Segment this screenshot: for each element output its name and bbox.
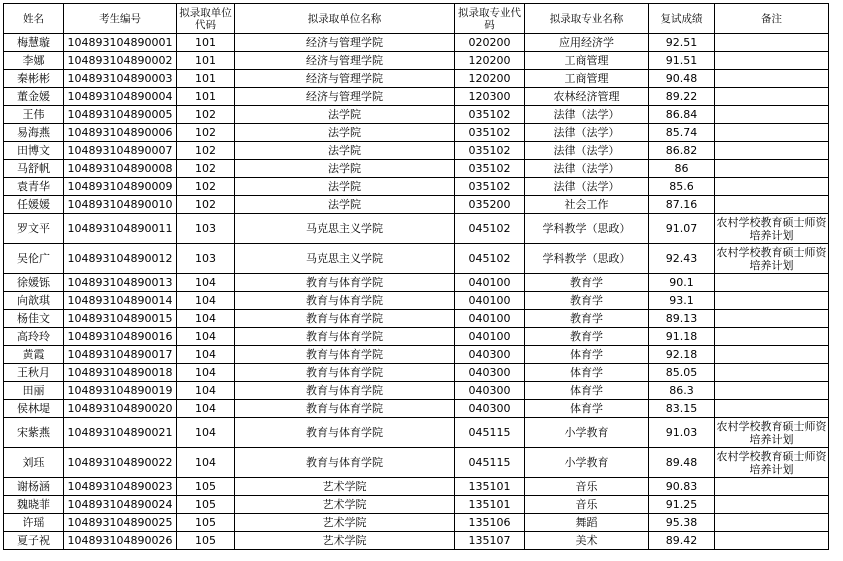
- cell-score: 89.48: [649, 448, 715, 478]
- cell-unit-name: 教育与体育学院: [235, 310, 455, 328]
- header-unit-code: 拟录取单位代码: [177, 4, 235, 34]
- cell-major-code: 040100: [455, 328, 525, 346]
- cell-unit-code: 105: [177, 532, 235, 550]
- cell-unit-code: 104: [177, 418, 235, 448]
- table-row: [4, 88, 829, 106]
- cell-name: 魏晓菲: [4, 496, 64, 514]
- cell-name: 高玲玲: [4, 328, 64, 346]
- cell-exam-id: 104893104890003: [64, 70, 177, 88]
- cell-unit-name: 法学院: [235, 142, 455, 160]
- cell-unit-code: 105: [177, 514, 235, 532]
- cell-score: 86.82: [649, 142, 715, 160]
- cell-score: 85.74: [649, 124, 715, 142]
- cell-major-code: 045102: [455, 214, 525, 244]
- cell-score: 91.25: [649, 496, 715, 514]
- cell-major-name: 音乐: [525, 478, 649, 496]
- cell-exam-id: 104893104890023: [64, 478, 177, 496]
- cell-unit-name: 教育与体育学院: [235, 448, 455, 478]
- cell-note: 农村学校教育硕士师资培养计划: [716, 215, 827, 242]
- cell-exam-id: 104893104890006: [64, 124, 177, 142]
- table-row: [4, 532, 829, 550]
- cell-name: 向歆琪: [4, 292, 64, 310]
- cell-major-code: 040100: [455, 310, 525, 328]
- cell-note: [715, 310, 829, 328]
- table-row: [4, 34, 829, 52]
- header-major-code: 拟录取专业代码: [455, 4, 525, 34]
- cell-exam-id: 104893104890008: [64, 160, 177, 178]
- table-row: [4, 196, 829, 214]
- cell-major-name: 舞蹈: [525, 514, 649, 532]
- cell-unit-code: 104: [177, 400, 235, 418]
- cell-unit-code: 105: [177, 496, 235, 514]
- cell-score: 91.18: [649, 328, 715, 346]
- cell-unit-name: 艺术学院: [235, 514, 455, 532]
- cell-exam-id: 104893104890014: [64, 292, 177, 310]
- cell-unit-code: 105: [177, 478, 235, 496]
- header-major-name: 拟录取专业名称: [525, 4, 649, 34]
- cell-major-name: 法律（法学）: [525, 124, 649, 142]
- cell-note: [715, 532, 829, 550]
- cell-unit-name: 艺术学院: [235, 532, 455, 550]
- cell-unit-name: 艺术学院: [235, 496, 455, 514]
- table-row: [4, 178, 829, 196]
- cell-unit-name: 教育与体育学院: [235, 328, 455, 346]
- cell-score: 89.22: [649, 88, 715, 106]
- cell-note: 农村学校教育硕士师资培养计划: [716, 245, 827, 272]
- cell-major-code: 045115: [455, 418, 525, 448]
- cell-score: 85.05: [649, 364, 715, 382]
- cell-exam-id: 104893104890017: [64, 346, 177, 364]
- table-row: [4, 478, 829, 496]
- cell-major-code: 035102: [455, 106, 525, 124]
- cell-score: 86: [649, 160, 715, 178]
- cell-unit-name: 教育与体育学院: [235, 418, 455, 448]
- cell-name: 易海燕: [4, 124, 64, 142]
- cell-major-name: 教育学: [525, 328, 649, 346]
- header-name: 姓名: [4, 4, 64, 34]
- cell-major-name: 法律（法学）: [525, 160, 649, 178]
- cell-unit-name: 经济与管理学院: [235, 34, 455, 52]
- cell-major-name: 学科教学（思政）: [525, 214, 649, 244]
- cell-unit-name: 教育与体育学院: [235, 292, 455, 310]
- cell-major-code: 035102: [455, 178, 525, 196]
- table-row: [4, 418, 829, 448]
- cell-exam-id: 104893104890012: [64, 244, 177, 274]
- cell-unit-name: 教育与体育学院: [235, 382, 455, 400]
- cell-score: 86.84: [649, 106, 715, 124]
- table-row: [4, 292, 829, 310]
- table-row: [4, 70, 829, 88]
- cell-unit-name: 教育与体育学院: [235, 274, 455, 292]
- cell-note: [715, 382, 829, 400]
- cell-note: [715, 196, 829, 214]
- cell-unit-code: 104: [177, 292, 235, 310]
- cell-unit-code: 104: [177, 364, 235, 382]
- cell-name: 任媛媛: [4, 196, 64, 214]
- cell-name: 刘珏: [4, 448, 64, 478]
- cell-unit-name: 法学院: [235, 160, 455, 178]
- cell-major-name: 体育学: [525, 364, 649, 382]
- cell-name: 李娜: [4, 52, 64, 70]
- cell-major-name: 教育学: [525, 310, 649, 328]
- cell-major-name: 工商管理: [525, 70, 649, 88]
- cell-name: 袁青华: [4, 178, 64, 196]
- cell-major-name: 小学教育: [525, 448, 649, 478]
- cell-name: 黄霞: [4, 346, 64, 364]
- cell-unit-name: 经济与管理学院: [235, 52, 455, 70]
- cell-name: 马舒帆: [4, 160, 64, 178]
- cell-major-code: 040300: [455, 400, 525, 418]
- cell-unit-code: 103: [177, 244, 235, 274]
- cell-exam-id: 104893104890007: [64, 142, 177, 160]
- cell-exam-id: 104893104890018: [64, 364, 177, 382]
- cell-exam-id: 104893104890021: [64, 418, 177, 448]
- cell-major-name: 应用经济学: [525, 34, 649, 52]
- cell-score: 95.38: [649, 514, 715, 532]
- cell-note: [715, 88, 829, 106]
- cell-score: 92.18: [649, 346, 715, 364]
- cell-score: 89.13: [649, 310, 715, 328]
- cell-note: 农村学校教育硕士师资培养计划: [716, 449, 827, 476]
- admission-table: [3, 3, 829, 550]
- cell-exam-id: 104893104890024: [64, 496, 177, 514]
- cell-major-name: 音乐: [525, 496, 649, 514]
- table-row: [4, 382, 829, 400]
- cell-major-code: 135101: [455, 478, 525, 496]
- cell-score: 92.43: [649, 244, 715, 274]
- cell-name: 宋紫燕: [4, 418, 64, 448]
- cell-score: 87.16: [649, 196, 715, 214]
- cell-exam-id: 104893104890019: [64, 382, 177, 400]
- cell-name: 梅慧璇: [4, 34, 64, 52]
- table-row: [4, 346, 829, 364]
- cell-note: [715, 478, 829, 496]
- cell-unit-code: 104: [177, 448, 235, 478]
- cell-unit-code: 101: [177, 88, 235, 106]
- cell-major-code: 045115: [455, 448, 525, 478]
- header-exam-id: 考生编号: [64, 4, 177, 34]
- header-note: 备注: [715, 4, 829, 34]
- cell-major-code: 035102: [455, 124, 525, 142]
- cell-major-code: 035102: [455, 142, 525, 160]
- cell-unit-code: 102: [177, 142, 235, 160]
- cell-name: 吴伦广: [4, 244, 64, 274]
- cell-unit-code: 102: [177, 196, 235, 214]
- cell-note: [715, 70, 829, 88]
- cell-note: [715, 106, 829, 124]
- cell-major-code: 040300: [455, 346, 525, 364]
- cell-exam-id: 104893104890004: [64, 88, 177, 106]
- cell-unit-name: 艺术学院: [235, 478, 455, 496]
- cell-major-name: 法律（法学）: [525, 178, 649, 196]
- cell-unit-name: 经济与管理学院: [235, 88, 455, 106]
- table-row: [4, 142, 829, 160]
- cell-major-code: 040300: [455, 364, 525, 382]
- cell-name: 许瑶: [4, 514, 64, 532]
- cell-unit-code: 104: [177, 274, 235, 292]
- header-score: 复试成绩: [649, 4, 715, 34]
- table-row: [4, 328, 829, 346]
- table-row: [4, 514, 829, 532]
- cell-unit-code: 101: [177, 52, 235, 70]
- cell-note: [715, 142, 829, 160]
- table-row: [4, 400, 829, 418]
- cell-unit-code: 102: [177, 160, 235, 178]
- table-row: [4, 496, 829, 514]
- cell-name: 夏子祝: [4, 532, 64, 550]
- cell-name: 罗文平: [4, 214, 64, 244]
- cell-unit-code: 104: [177, 346, 235, 364]
- cell-name: 侯林堤: [4, 400, 64, 418]
- cell-unit-name: 法学院: [235, 124, 455, 142]
- cell-unit-name: 法学院: [235, 106, 455, 124]
- cell-unit-name: 教育与体育学院: [235, 364, 455, 382]
- cell-exam-id: 104893104890026: [64, 532, 177, 550]
- table-row: [4, 310, 829, 328]
- cell-unit-code: 101: [177, 70, 235, 88]
- cell-major-name: 美术: [525, 532, 649, 550]
- cell-exam-id: 104893104890025: [64, 514, 177, 532]
- cell-major-name: 社会工作: [525, 196, 649, 214]
- cell-note: [715, 124, 829, 142]
- cell-major-name: 体育学: [525, 382, 649, 400]
- table-row: [4, 364, 829, 382]
- cell-score: 90.83: [649, 478, 715, 496]
- cell-major-code: 040100: [455, 274, 525, 292]
- cell-unit-code: 102: [177, 178, 235, 196]
- cell-note: [715, 160, 829, 178]
- cell-exam-id: 104893104890010: [64, 196, 177, 214]
- cell-major-code: 120300: [455, 88, 525, 106]
- cell-major-code: 120200: [455, 70, 525, 88]
- cell-name: 王秋月: [4, 364, 64, 382]
- cell-major-name: 体育学: [525, 400, 649, 418]
- cell-score: 91.51: [649, 52, 715, 70]
- cell-name: 秦彬彬: [4, 70, 64, 88]
- cell-major-code: 135106: [455, 514, 525, 532]
- cell-major-code: 035200: [455, 196, 525, 214]
- cell-unit-code: 101: [177, 34, 235, 52]
- cell-score: 83.15: [649, 400, 715, 418]
- cell-major-code: 120200: [455, 52, 525, 70]
- table-row: [4, 106, 829, 124]
- cell-note: [715, 178, 829, 196]
- cell-major-code: 020200: [455, 34, 525, 52]
- cell-exam-id: 104893104890020: [64, 400, 177, 418]
- cell-unit-name: 法学院: [235, 196, 455, 214]
- table-row: [4, 52, 829, 70]
- cell-major-name: 教育学: [525, 274, 649, 292]
- cell-major-code: 045102: [455, 244, 525, 274]
- cell-unit-code: 103: [177, 214, 235, 244]
- cell-note: 农村学校教育硕士师资培养计划: [716, 419, 827, 446]
- cell-major-name: 体育学: [525, 346, 649, 364]
- header-row: [4, 4, 829, 34]
- cell-exam-id: 104893104890015: [64, 310, 177, 328]
- cell-exam-id: 104893104890002: [64, 52, 177, 70]
- cell-major-name: 法律（法学）: [525, 106, 649, 124]
- cell-score: 91.07: [649, 214, 715, 244]
- table-row: [4, 214, 829, 244]
- cell-unit-code: 104: [177, 382, 235, 400]
- cell-unit-name: 教育与体育学院: [235, 346, 455, 364]
- cell-note: [715, 514, 829, 532]
- cell-score: 91.03: [649, 418, 715, 448]
- cell-name: 王伟: [4, 106, 64, 124]
- cell-unit-name: 马克思主义学院: [235, 214, 455, 244]
- cell-score: 90.48: [649, 70, 715, 88]
- cell-major-name: 农林经济管理: [525, 88, 649, 106]
- cell-score: 93.1: [649, 292, 715, 310]
- cell-name: 田博文: [4, 142, 64, 160]
- cell-major-code: 040100: [455, 292, 525, 310]
- cell-major-name: 法律（法学）: [525, 142, 649, 160]
- table-row: [4, 274, 829, 292]
- cell-major-code: 040300: [455, 382, 525, 400]
- table-row: [4, 160, 829, 178]
- cell-name: 董金媛: [4, 88, 64, 106]
- cell-name: 杨佳文: [4, 310, 64, 328]
- cell-exam-id: 104893104890001: [64, 34, 177, 52]
- header-unit-name: 拟录取单位名称: [235, 4, 455, 34]
- cell-exam-id: 104893104890005: [64, 106, 177, 124]
- cell-note: [715, 292, 829, 310]
- cell-unit-name: 法学院: [235, 178, 455, 196]
- cell-name: 田丽: [4, 382, 64, 400]
- cell-score: 85.6: [649, 178, 715, 196]
- cell-major-name: 教育学: [525, 292, 649, 310]
- cell-note: [715, 346, 829, 364]
- cell-note: [715, 274, 829, 292]
- cell-unit-code: 102: [177, 106, 235, 124]
- table-row: [4, 448, 829, 478]
- cell-score: 90.1: [649, 274, 715, 292]
- cell-score: 89.42: [649, 532, 715, 550]
- cell-unit-code: 104: [177, 328, 235, 346]
- table-row: [4, 244, 829, 274]
- cell-note: [715, 328, 829, 346]
- cell-note: [715, 496, 829, 514]
- cell-major-name: 小学教育: [525, 418, 649, 448]
- cell-note: [715, 364, 829, 382]
- cell-major-name: 学科教学（思政）: [525, 244, 649, 274]
- cell-major-code: 135107: [455, 532, 525, 550]
- cell-score: 86.3: [649, 382, 715, 400]
- cell-major-code: 135101: [455, 496, 525, 514]
- cell-exam-id: 104893104890009: [64, 178, 177, 196]
- cell-note: [715, 52, 829, 70]
- table-row: [4, 124, 829, 142]
- cell-name: 谢杨涵: [4, 478, 64, 496]
- cell-unit-name: 教育与体育学院: [235, 400, 455, 418]
- cell-exam-id: 104893104890011: [64, 214, 177, 244]
- cell-name: 徐媛铄: [4, 274, 64, 292]
- cell-note: [715, 34, 829, 52]
- cell-major-name: 工商管理: [525, 52, 649, 70]
- cell-score: 92.51: [649, 34, 715, 52]
- cell-unit-name: 马克思主义学院: [235, 244, 455, 274]
- cell-exam-id: 104893104890016: [64, 328, 177, 346]
- cell-exam-id: 104893104890022: [64, 448, 177, 478]
- cell-unit-code: 104: [177, 310, 235, 328]
- cell-note: [715, 400, 829, 418]
- cell-unit-name: 经济与管理学院: [235, 70, 455, 88]
- cell-major-code: 035102: [455, 160, 525, 178]
- cell-unit-code: 102: [177, 124, 235, 142]
- cell-exam-id: 104893104890013: [64, 274, 177, 292]
